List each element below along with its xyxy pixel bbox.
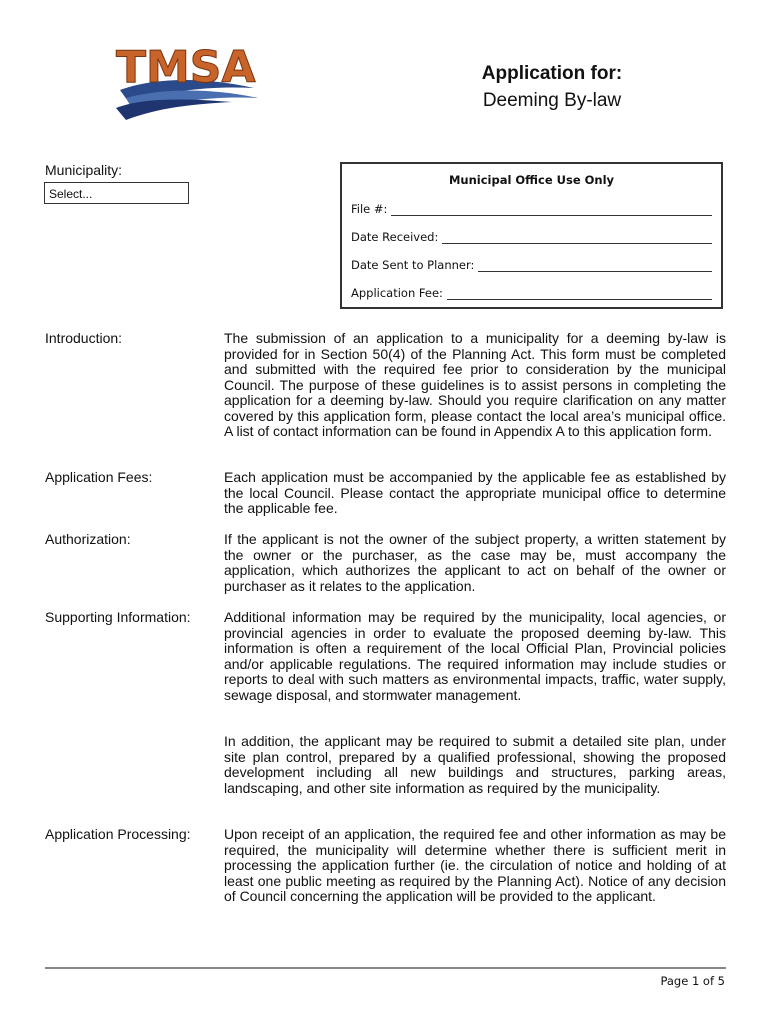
application-fee-label: Application Fee: (351, 286, 443, 300)
date-sent-row (351, 258, 712, 272)
municipality-select[interactable]: Select... (44, 182, 189, 204)
page-number: Page 1 of 5 (660, 974, 725, 988)
authorization-text: If the applicant is not the owner of the subject property, a written statement by the owner or the purchaser, as the case may be, must accompany the application, which authorizes the applicant to act on behalf of the owner or purchaser as it relates to the application. (224, 531, 726, 594)
supporting-text-2: In addition, the applicant may be required to submit a detailed site plan, under site plan control, prepared by a qualified professional, showing the proposed development including all new buildings and structures, parking areas, landscaping, and other site information as required by the municipality. (224, 733, 726, 796)
fees-label: Application Fees: (45, 469, 153, 485)
file-number-line (391, 204, 712, 216)
date-received-line (442, 232, 712, 244)
supporting-label: Supporting Information: (45, 609, 191, 625)
authorization-label: Authorization: (45, 531, 131, 547)
application-fee-row (351, 286, 712, 300)
logo-text: TMSA (116, 42, 256, 93)
supporting-text-1: Additional information may be required by the municipality, local agencies, or provincial agencies in order to evaluate the proposed deeming by-law. This information is often a requirement of the local Official Plan, Provincial policies and/or applicable regulations. The required information may include studies or reports to deal with such matters as environmental impacts, traffic, water supply, sewage disposal, and stormwater management. (224, 609, 726, 703)
title-line-2: Deeming By-law (482, 90, 622, 111)
footer-rule (45, 967, 726, 969)
title-line-1: Application for: (481, 63, 623, 84)
file-number-label: File #: (351, 202, 388, 216)
fees-text: Each application must be accompanied by the applicable fee as established by the local Council. Please contact the appropriate municipal office to determine the applicable fee. (224, 469, 726, 516)
tmsa-logo (112, 38, 262, 120)
introduction-label: Introduction: (45, 330, 123, 346)
application-fee-line (447, 288, 712, 300)
processing-label: Application Processing: (45, 826, 191, 842)
date-sent-label: Date Sent to Planner: (351, 258, 475, 272)
processing-text: Upon receipt of an application, the required fee and other information as may be required, the municipality will determine whether there is sufficient merit in processing the application further (ie. the circulation of notice and holding of at least one public meeting as required by the Planning Act). Notice of any decision of Council concerning the application will be provided to the applicant. (224, 826, 726, 904)
office-use-title: Municipal Office Use Only (448, 173, 615, 187)
date-received-label: Date Received: (351, 230, 439, 244)
date-sent-line (478, 260, 712, 272)
introduction-text: The submission of an application to a municipality for a deeming by-law is provided for in Section 50(4) of the Planning Act. This form must be completed and submitted with the required fee prior to consideration by the municipal Council. The purpose of these guidelines is to assist persons in completing the application for a deeming by-law. Should you require clarification on any matter covered by this application form, please contact the local area’s municipal office. A list of contact information can be found in Appendix A to this application form. (224, 330, 726, 439)
municipality-label: Municipality: (45, 162, 123, 178)
date-received-row (351, 230, 712, 244)
office-use-box (340, 162, 723, 309)
file-number-row (351, 202, 712, 216)
title-block (452, 62, 652, 116)
